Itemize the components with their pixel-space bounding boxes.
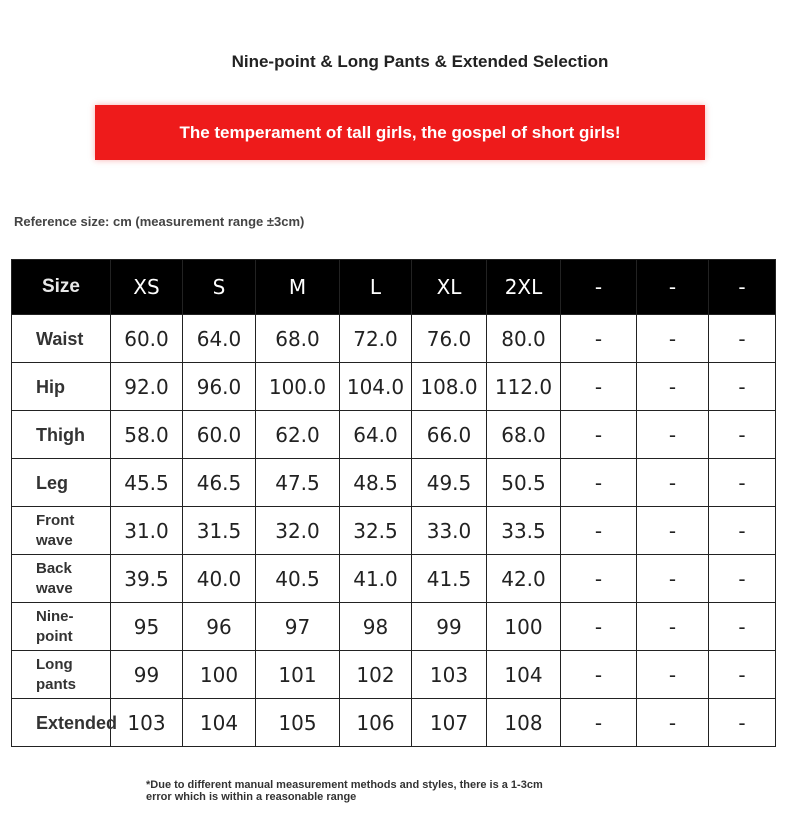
table-cell: 100 — [487, 603, 561, 651]
table-cell: 64.0 — [340, 411, 412, 459]
table-cell: - — [637, 459, 709, 507]
table-cell: - — [637, 555, 709, 603]
header-cell: - — [637, 260, 709, 315]
table-row — [12, 651, 776, 699]
table-cell: 105 — [256, 699, 340, 747]
table-cell: 42.0 — [487, 555, 561, 603]
table-cell: 32.0 — [256, 507, 340, 555]
table-cell: - — [709, 507, 776, 555]
table-cell: 97 — [256, 603, 340, 651]
row-label: Long pants — [12, 651, 111, 699]
table-cell: 95 — [111, 603, 183, 651]
table-cell: - — [637, 603, 709, 651]
table-cell: 103 — [111, 699, 183, 747]
table-cell: 40.0 — [183, 555, 256, 603]
table-row — [12, 555, 776, 603]
table-cell: - — [561, 651, 637, 699]
table-cell: - — [709, 459, 776, 507]
table-cell: 107 — [412, 699, 487, 747]
table-cell: 92.0 — [111, 363, 183, 411]
table-cell: 46.5 — [183, 459, 256, 507]
header-cell: M — [256, 260, 340, 315]
table-cell: - — [709, 699, 776, 747]
row-label: Extended — [12, 699, 111, 747]
table-cell: 112.0 — [487, 363, 561, 411]
row-label: Back wave — [12, 555, 111, 603]
table-cell: - — [709, 651, 776, 699]
row-label: Leg — [12, 459, 111, 507]
promo-banner: The temperament of tall girls, the gospel of short girls! — [95, 105, 705, 160]
table-cell: 100.0 — [256, 363, 340, 411]
header-cell: Size — [12, 260, 111, 315]
reference-note: Reference size: cm (measurement range ±3cm) — [14, 214, 305, 229]
table-row — [12, 315, 776, 363]
size-table — [11, 259, 776, 747]
table-cell: 62.0 — [256, 411, 340, 459]
table-cell: 47.5 — [256, 459, 340, 507]
table-cell: - — [561, 315, 637, 363]
table-cell: 33.5 — [487, 507, 561, 555]
table-row — [12, 699, 776, 747]
table-cell: - — [561, 555, 637, 603]
table-cell: 98 — [340, 603, 412, 651]
table-cell: 31.5 — [183, 507, 256, 555]
table-cell: - — [637, 699, 709, 747]
table-cell: 31.0 — [111, 507, 183, 555]
header-cell: XS — [111, 260, 183, 315]
header-cell: L — [340, 260, 412, 315]
table-cell: 76.0 — [412, 315, 487, 363]
row-label: Waist — [12, 315, 111, 363]
table-cell: - — [637, 363, 709, 411]
table-cell: - — [637, 651, 709, 699]
row-label: Thigh — [12, 411, 111, 459]
table-cell: - — [561, 603, 637, 651]
header-cell: S — [183, 260, 256, 315]
table-cell: 96.0 — [183, 363, 256, 411]
page-title: Nine-point & Long Pants & Extended Selection — [231, 52, 609, 71]
table-cell: - — [561, 459, 637, 507]
header-cell: 2XL — [487, 260, 561, 315]
table-cell: 72.0 — [340, 315, 412, 363]
table-cell: 60.0 — [111, 315, 183, 363]
table-cell: 33.0 — [412, 507, 487, 555]
table-cell: - — [709, 411, 776, 459]
row-label: Nine-point — [12, 603, 111, 651]
table-cell: 99 — [412, 603, 487, 651]
row-label: Front wave — [12, 507, 111, 555]
table-cell: - — [561, 411, 637, 459]
table-cell: 60.0 — [183, 411, 256, 459]
table-cell: 64.0 — [183, 315, 256, 363]
table-row — [12, 459, 776, 507]
table-cell: - — [637, 411, 709, 459]
header-cell: - — [709, 260, 776, 315]
table-cell: - — [709, 603, 776, 651]
table-cell: 49.5 — [412, 459, 487, 507]
table-row — [12, 507, 776, 555]
table-cell: 68.0 — [256, 315, 340, 363]
table-cell: 96 — [183, 603, 256, 651]
table-cell: 108 — [487, 699, 561, 747]
table-cell: 99 — [111, 651, 183, 699]
table-cell: - — [637, 507, 709, 555]
footnote: *Due to different manual measurement methods and styles, there is a 1-3cm error which is within a reasonable range — [146, 779, 543, 803]
table-cell: - — [709, 363, 776, 411]
table-cell: 106 — [340, 699, 412, 747]
table-cell: 100 — [183, 651, 256, 699]
header-cell: XL — [412, 260, 487, 315]
table-cell: 41.0 — [340, 555, 412, 603]
table-cell: 104 — [183, 699, 256, 747]
table-cell: 102 — [340, 651, 412, 699]
table-cell: 104 — [487, 651, 561, 699]
table-cell: - — [561, 699, 637, 747]
table-cell: 66.0 — [412, 411, 487, 459]
table-cell: 50.5 — [487, 459, 561, 507]
table-cell: 101 — [256, 651, 340, 699]
table-cell: 104.0 — [340, 363, 412, 411]
table-cell: 41.5 — [412, 555, 487, 603]
table-cell: 68.0 — [487, 411, 561, 459]
table-header-row — [12, 260, 776, 315]
table-cell: - — [561, 363, 637, 411]
row-label: Hip — [12, 363, 111, 411]
table-cell: - — [709, 555, 776, 603]
table-row — [12, 363, 776, 411]
table-row — [12, 603, 776, 651]
header-cell: - — [561, 260, 637, 315]
table-cell: - — [709, 315, 776, 363]
table-cell: - — [637, 315, 709, 363]
table-cell: 45.5 — [111, 459, 183, 507]
table-cell: 58.0 — [111, 411, 183, 459]
table-cell: - — [561, 507, 637, 555]
table-cell: 103 — [412, 651, 487, 699]
table-row — [12, 411, 776, 459]
table-cell: 39.5 — [111, 555, 183, 603]
table-cell: 80.0 — [487, 315, 561, 363]
table-cell: 40.5 — [256, 555, 340, 603]
table-body — [12, 315, 776, 747]
table-cell: 32.5 — [340, 507, 412, 555]
table-cell: 108.0 — [412, 363, 487, 411]
table-cell: 48.5 — [340, 459, 412, 507]
